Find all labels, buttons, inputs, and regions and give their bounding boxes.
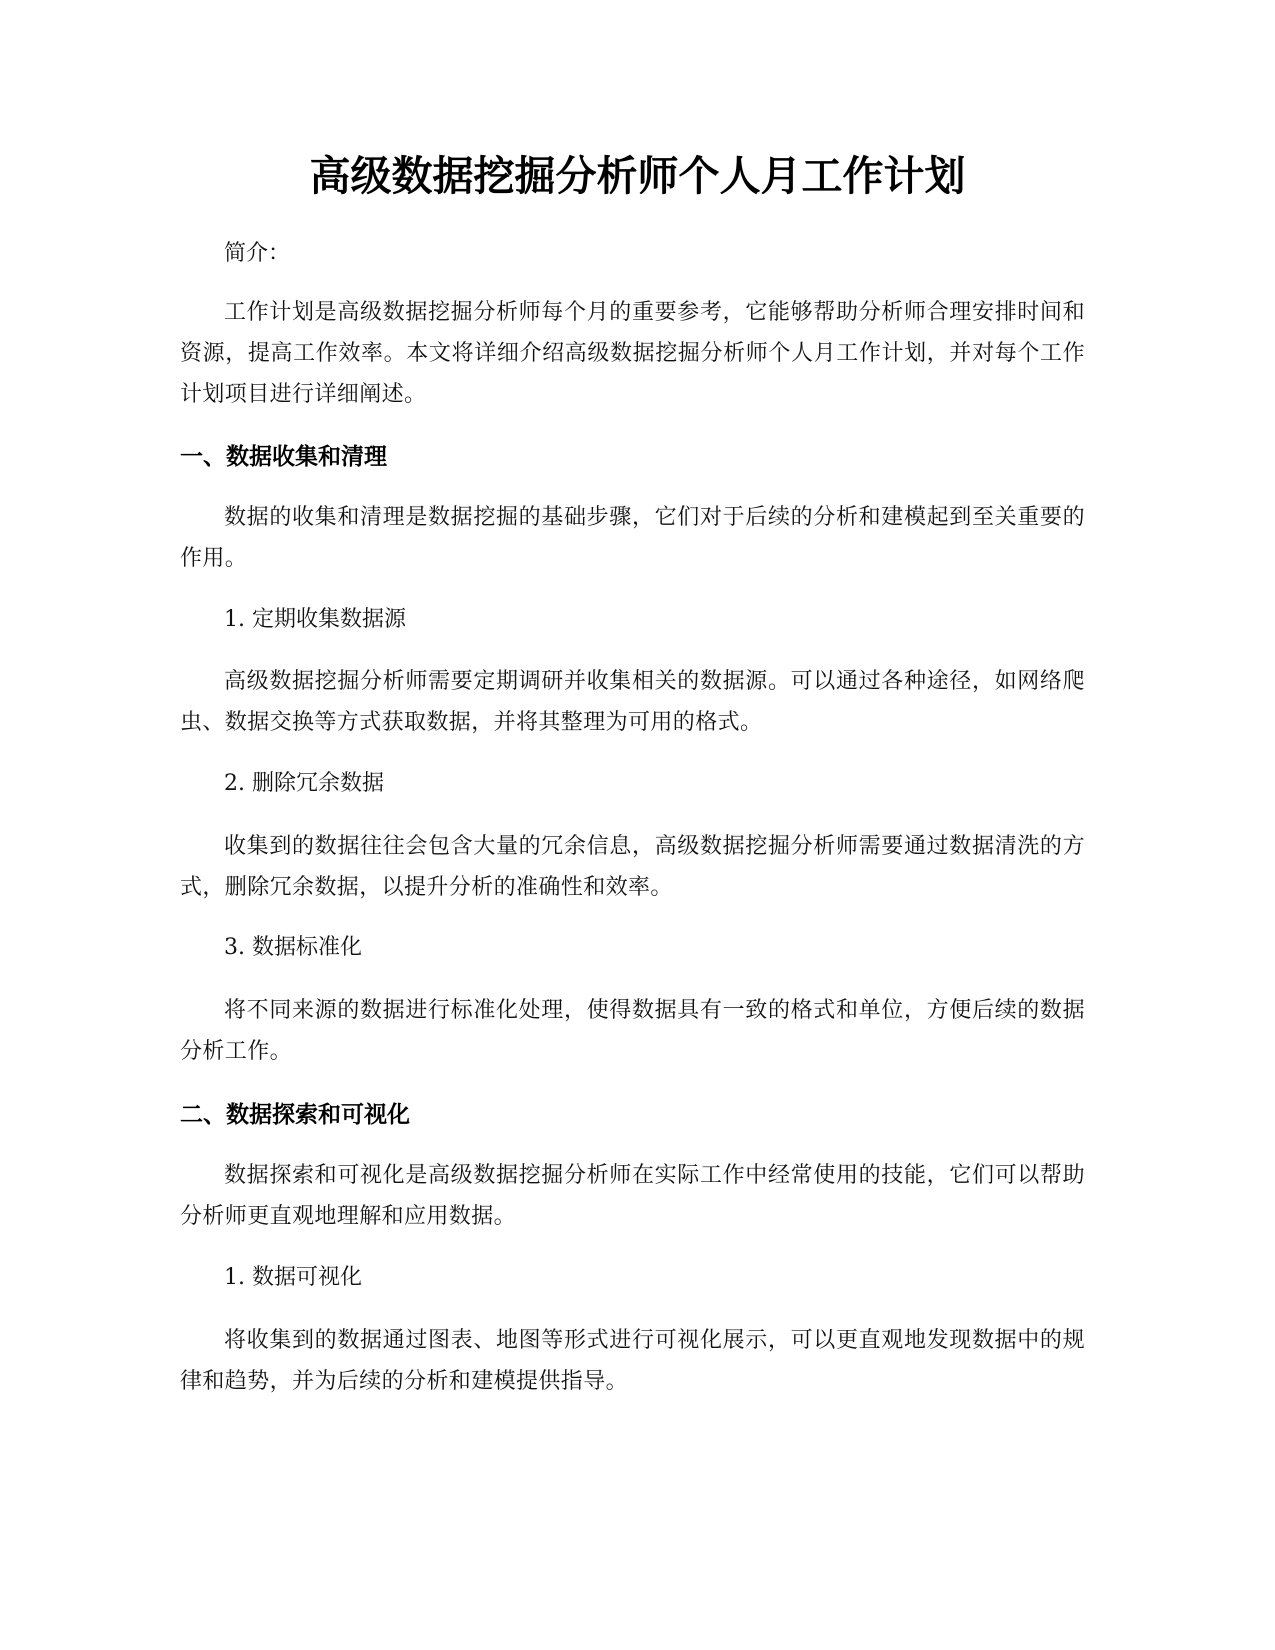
item-text: 将收集到的数据通过图表、地图等形式进行可视化展示，可以更直观地发现数据中的规律和趋势，并为后续的分析和建模提供指导。 [180,1328,1085,1394]
item-text: 高级数据挖掘分析师需要定期调研并收集相关的数据源。可以通过各种途径，如网络爬虫、数据交换等方式获取数据，并将其整理为可用的格式。 [180,669,1085,735]
document-title: 高级数据挖掘分析师个人月工作计划 [309,152,966,200]
item-text: 收集到的数据往往会包含大量的冗余信息，高级数据挖掘分析师需要通过数据清洗的方式，删除冗余数据，以提升分析的准确性和效率。 [180,834,1085,900]
item-text: 将不同来源的数据进行标准化处理，使得数据具有一致的格式和单位，方便后续的数据分析工作。 [180,998,1085,1064]
intro-label: 简介： [224,241,291,266]
item-label: 1. 定期收集数据源 [224,607,406,632]
item-label: 2. 删除冗余数据 [224,771,384,796]
item-label: 3. 数据标准化 [224,935,362,960]
intro-paragraph: 工作计划是高级数据挖掘分析师每个月的重要参考，它能够帮助分析师合理安排时间和资源，提高工作效率。本文将详细介绍高级数据挖掘分析师个人月工作计划，并对每个工作计划项目进行详细阐述。 [180,300,1085,407]
item-label: 1. 数据可视化 [224,1265,362,1290]
section-heading: 二、数据探索和可视化 [180,1102,410,1128]
section-intro: 数据探索和可视化是高级数据挖掘分析师在实际工作中经常使用的技能，它们可以帮助分析师更直观地理解和应用数据。 [180,1163,1085,1229]
section-heading: 一、数据收集和清理 [180,444,387,470]
section-intro: 数据的收集和清理是数据挖掘的基础步骤，它们对于后续的分析和建模起到至关重要的作用。 [180,505,1085,571]
